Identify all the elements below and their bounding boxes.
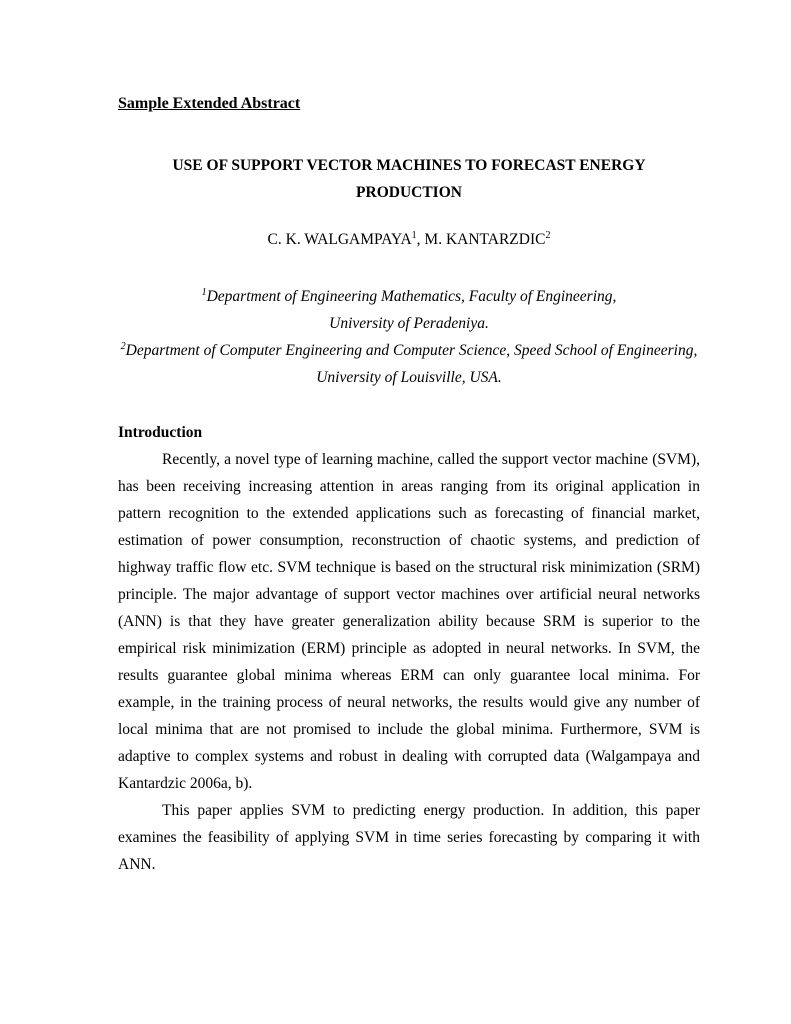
affiliation-2-superscript: 2 [120,340,126,352]
author-1-superscript: 1 [411,229,417,241]
affiliation-1-line1 [118,283,700,310]
affiliation-1-superscript: 1 [201,286,207,298]
author-1: C. K. WALGAMPAYA [267,231,412,248]
paragraph-1: Recently, a novel type of learning machine, called the support vector machine (SVM), has been receiving increasing attention in areas ranging from its original application in pattern recognition to the extended applications such as forecasting of financial market, estimation of power consumption, reconstruction of chaotic systems, and prediction of highway traffic flow etc. SVM technique is based on the structural risk minimization (SRM) principle. The major advantage of support vector machines over artificial neural networks (ANN) is that they have greater generalization ability because SRM is superior to the empirical risk minimization (ERM) principle as adopted in neural networks. In SVM, the results guarantee global minima whereas ERM can only guarantee local minima. For example, in the training process of neural networks, the results would give any number of local minima that are not promised to include the global minima. Furthermore, SVM is adaptive to complex systems and robust in dealing with corrupted data (Walgampaya and Kantardzic 2006a, b). [118,451,700,792]
paper-title-line2: PRODUCTION [356,184,462,201]
author-2: M. KANTARZDIC [424,231,546,248]
affiliation-2-line1 [118,337,700,364]
paper-title-line1: USE OF SUPPORT VECTOR MACHINES TO FORECAST ENERGY [172,157,646,174]
affiliation-2-text: Department of Computer Engineering and Computer Science, Speed School of Engineering, [125,342,698,359]
section-heading-introduction: Introduction [118,424,203,441]
affiliations [118,283,700,391]
affiliation-1-text: Department of Engineering Mathematics, Faculty of Engineering, [206,288,617,305]
document-heading: Sample Extended Abstract [118,95,301,112]
author-line [118,226,700,253]
author-2-superscript: 2 [545,229,551,241]
affiliation-2-line2: University of Louisville, USA. [316,369,502,386]
author-separator: , [416,231,425,248]
affiliation-1-line2: University of Peradeniya. [329,315,489,332]
paper-title [118,152,700,206]
paragraph-2: This paper applies SVM to predicting energy production. In addition, this paper examines the feasibility of applying SVM in time series forecasting by comparing it with ANN. [118,802,700,873]
